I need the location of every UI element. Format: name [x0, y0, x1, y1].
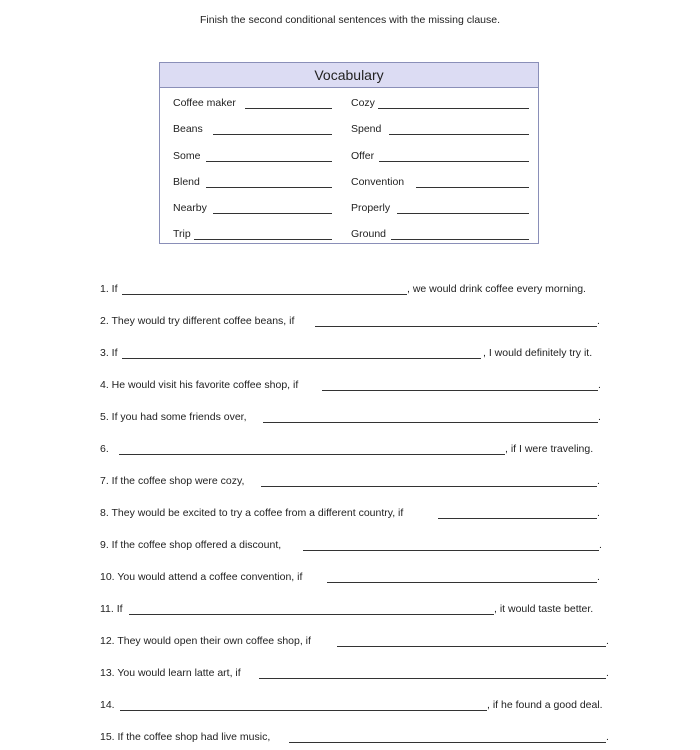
question-text: 5. If you had some friends over,	[100, 411, 247, 423]
answer-blank[interactable]	[122, 294, 407, 295]
instructions: Finish the second conditional sentences with the missing clause.	[200, 14, 500, 26]
vocab-blank[interactable]	[416, 187, 529, 188]
question-text: 12. They would open their own coffee shop, if	[100, 635, 311, 647]
question-text: , if he found a good deal.	[487, 699, 603, 711]
vocabulary-title: Vocabulary	[160, 63, 538, 88]
vocab-blank[interactable]	[389, 134, 529, 135]
question-text: .	[599, 539, 602, 551]
answer-blank[interactable]	[289, 742, 606, 743]
question-text: .	[598, 411, 601, 423]
question-text: 6.	[100, 443, 109, 455]
vocab-blank[interactable]	[379, 161, 529, 162]
question-text: 1. If	[100, 283, 118, 295]
question-text: .	[606, 667, 609, 679]
answer-blank[interactable]	[263, 422, 598, 423]
question-text: 8. They would be excited to try a coffee from a different country, if	[100, 507, 404, 519]
answer-blank[interactable]	[120, 710, 487, 711]
vocab-word: Nearby	[173, 202, 207, 214]
vocab-word: Blend	[173, 176, 200, 188]
answer-blank[interactable]	[122, 358, 481, 359]
question-text: 15. If the coffee shop had live music,	[100, 731, 271, 743]
vocab-blank[interactable]	[194, 239, 332, 240]
question-text: .	[598, 379, 601, 391]
question-text: , it would taste better.	[494, 603, 594, 615]
question-text: .	[597, 571, 600, 583]
question-text: 14.	[100, 699, 115, 711]
vocab-word: Ground	[351, 228, 387, 240]
question-text: 10. You would attend a coffee convention, if	[100, 571, 303, 583]
question-text: .	[597, 507, 600, 519]
answer-blank[interactable]	[337, 646, 606, 647]
answer-blank[interactable]	[259, 678, 606, 679]
vocab-word: Coffee maker	[173, 97, 236, 109]
vocab-blank[interactable]	[391, 239, 529, 240]
question-text: 2. They would try different coffee beans, if	[100, 315, 295, 327]
question-text: , if I were traveling.	[505, 443, 594, 455]
question-text: .	[597, 475, 600, 487]
question-text: 3. If	[100, 347, 118, 359]
answer-blank[interactable]	[129, 614, 494, 615]
answer-blank[interactable]	[303, 550, 599, 551]
question-text: .	[597, 315, 600, 327]
question-text: 7. If the coffee shop were cozy,	[100, 475, 245, 487]
vocab-blank[interactable]	[213, 134, 332, 135]
vocab-blank[interactable]	[213, 213, 332, 214]
question-text: , I would definitely try it.	[483, 347, 593, 359]
vocab-blank[interactable]	[378, 108, 529, 109]
question-text: .	[606, 635, 609, 647]
vocab-word: Beans	[173, 123, 203, 135]
vocabulary-box	[159, 62, 539, 244]
vocab-word: Trip	[173, 228, 191, 240]
answer-blank[interactable]	[315, 326, 597, 327]
question-text: 9. If the coffee shop offered a discount,	[100, 539, 282, 551]
vocab-blank[interactable]	[397, 213, 529, 214]
vocab-word: Cozy	[351, 97, 375, 109]
question-text: 4. He would visit his favorite coffee shop, if	[100, 379, 299, 391]
question-text: , we would drink coffee every morning.	[407, 283, 586, 295]
vocab-word: Some	[173, 150, 201, 162]
vocab-word: Convention	[351, 176, 405, 188]
question-text: .	[606, 731, 609, 743]
vocab-blank[interactable]	[206, 187, 332, 188]
answer-blank[interactable]	[261, 486, 597, 487]
vocab-word: Spend	[351, 123, 382, 135]
vocab-word: Properly	[351, 202, 391, 214]
answer-blank[interactable]	[322, 390, 598, 391]
answer-blank[interactable]	[119, 454, 505, 455]
answer-blank[interactable]	[438, 518, 597, 519]
answer-blank[interactable]	[327, 582, 597, 583]
vocab-blank[interactable]	[245, 108, 332, 109]
question-text: 11. If	[100, 603, 123, 615]
question-text: 13. You would learn latte art, if	[100, 667, 241, 679]
vocab-word: Offer	[351, 150, 375, 162]
vocab-blank[interactable]	[206, 161, 332, 162]
